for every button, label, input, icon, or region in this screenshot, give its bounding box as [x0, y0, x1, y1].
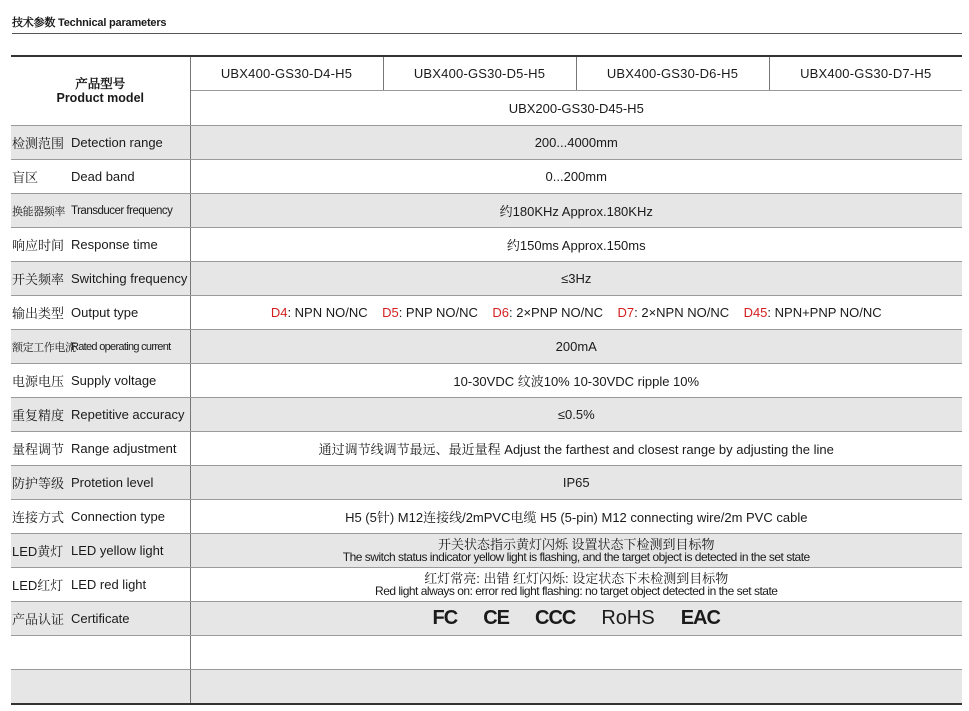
- label-en: Detection range: [71, 135, 163, 150]
- row-range-adjustment: [11, 432, 962, 466]
- value-certificate: [190, 602, 962, 636]
- label-cn: 换能器频率: [12, 205, 65, 218]
- value-led-yellow: [190, 534, 962, 568]
- label-cn: 额定工作电流: [12, 341, 76, 354]
- output-item-d7: D7: 2×NPN NO/NC: [617, 305, 730, 320]
- value-response-time: 约150ms Approx.150ms: [190, 228, 962, 262]
- label-en: Certificate: [71, 611, 130, 626]
- output-item-d6: D6: 2×PNP NO/NC: [492, 305, 604, 320]
- led-yellow-cn: 开关状态指示黄灯闪烁 设置状态下检测到目标物: [437, 536, 715, 552]
- row-detection-range: [11, 126, 962, 160]
- label-cn: 产品认证: [12, 612, 65, 627]
- row-dead-band: [11, 160, 962, 194]
- heading-divider: [12, 33, 962, 34]
- row-led-yellow: [11, 534, 962, 568]
- label-cn: 盲区: [12, 170, 39, 185]
- label-en: Dead band: [71, 169, 135, 184]
- output-item-d45: D45: NPN+PNP NO/NC: [743, 305, 882, 320]
- label-en: Connection type: [71, 509, 165, 524]
- label-en: Transducer frequency: [71, 204, 173, 217]
- label-cn: 开关频率: [12, 272, 65, 287]
- row-connection-type: [11, 500, 962, 534]
- fcc-mark-icon: FC: [432, 607, 458, 629]
- model-label-en: Product model: [56, 91, 144, 105]
- label-en: Supply voltage: [71, 373, 157, 388]
- label-cn: 防护等级: [12, 476, 65, 491]
- model-label-cn: 产品型号: [75, 77, 126, 91]
- empty-value-cell: [190, 636, 962, 670]
- value-transducer-frequency: 约180KHz Approx.180KHz: [190, 194, 962, 228]
- value-repetitive-accuracy: ≤0.5%: [190, 398, 962, 432]
- model-d4: UBX400-GS30-D4-H5: [190, 56, 383, 91]
- label-cn: 连接方式: [12, 510, 65, 525]
- value-protection-level: IP65: [190, 466, 962, 500]
- empty-value-cell: [190, 670, 962, 705]
- label-cn: 量程调节: [12, 442, 65, 457]
- label-cn: 响应时间: [12, 238, 65, 253]
- row-response-time: [11, 228, 962, 262]
- ccc-mark-icon: CCC: [535, 607, 576, 629]
- row-certificate: [11, 602, 962, 636]
- label-cn: 重复精度: [12, 408, 65, 423]
- output-item-d5: D5: PNP NO/NC: [382, 305, 478, 320]
- row-transducer-frequency: [11, 194, 962, 228]
- label-en: Protetion level: [71, 475, 154, 490]
- label-cn: 电源电压: [12, 374, 65, 389]
- value-switching-frequency: ≤3Hz: [190, 262, 962, 296]
- label-en: Rated operating current: [71, 340, 171, 353]
- label-en: Output type: [71, 305, 139, 320]
- value-output-type: [190, 296, 962, 330]
- row-supply-voltage: [11, 364, 962, 398]
- model-d6: UBX400-GS30-D6-H5: [576, 56, 769, 91]
- led-red-cn: 红灯常亮: 出错 红灯闪烁: 设定状态下未检测到目标物: [424, 570, 729, 586]
- led-yellow-en: The switch status indicator yellow light is flashing, and the target object is detected in the set state: [342, 549, 810, 564]
- row-repetitive-accuracy: [11, 398, 962, 432]
- model-d5: UBX400-GS30-D5-H5: [383, 56, 576, 91]
- value-rated-current: 200mA: [190, 330, 962, 364]
- value-supply-voltage: 10-30VDC 纹波10% 10-30VDC ripple 10%: [190, 364, 962, 398]
- empty-label-cell: [11, 636, 190, 670]
- row-empty-1: [11, 636, 962, 670]
- row-switching-frequency: [11, 262, 962, 296]
- value-detection-range: 200...4000mm: [190, 126, 962, 160]
- value-connection-type: H5 (5针) M12连接线/2mPVC电缆 H5 (5-pin) M12 connecting wire/2m PVC cable: [190, 500, 962, 534]
- label-en: LED yellow light: [71, 543, 164, 558]
- label-en: Switching frequency: [71, 271, 188, 286]
- row-led-red: [11, 568, 962, 602]
- label-cn: LED红灯: [12, 578, 64, 593]
- led-red-en: Red light always on: error red light flashing: no target object detected in the set state: [375, 583, 778, 598]
- label-cn: 检测范围: [12, 136, 65, 151]
- row-output-type: [11, 296, 962, 330]
- label-en: Response time: [71, 237, 158, 252]
- model-label-cell: [11, 56, 190, 126]
- output-item-d4: D4: NPN NO/NC: [270, 305, 368, 320]
- rohs-mark-icon: RoHS: [601, 607, 655, 629]
- value-dead-band: 0...200mm: [190, 160, 962, 194]
- eac-mark-icon: EAC: [680, 607, 720, 629]
- label-en: Repetitive accuracy: [71, 407, 185, 422]
- label-en: Range adjustment: [71, 441, 177, 456]
- value-led-red: [190, 568, 962, 602]
- model-row: [11, 56, 962, 91]
- ce-mark-icon: CE: [483, 607, 510, 629]
- section-heading: 技术参数 Technical parameters: [12, 17, 167, 29]
- label-cn: 输出类型: [12, 306, 65, 321]
- model-d45: UBX200-GS30-D45-H5: [190, 91, 962, 126]
- label-cn: LED黄灯: [12, 544, 64, 559]
- label-en: LED red light: [71, 577, 147, 592]
- row-empty-2: [11, 670, 962, 705]
- value-range-adjustment: 通过调节线调节最远、最近量程 Adjust the farthest and closest range by adjusting the line: [190, 432, 962, 466]
- model-d7: UBX400-GS30-D7-H5: [769, 56, 962, 91]
- row-rated-current: [11, 330, 962, 364]
- spec-table: [11, 55, 962, 705]
- row-protection-level: [11, 466, 962, 500]
- empty-label-cell: [11, 670, 190, 705]
